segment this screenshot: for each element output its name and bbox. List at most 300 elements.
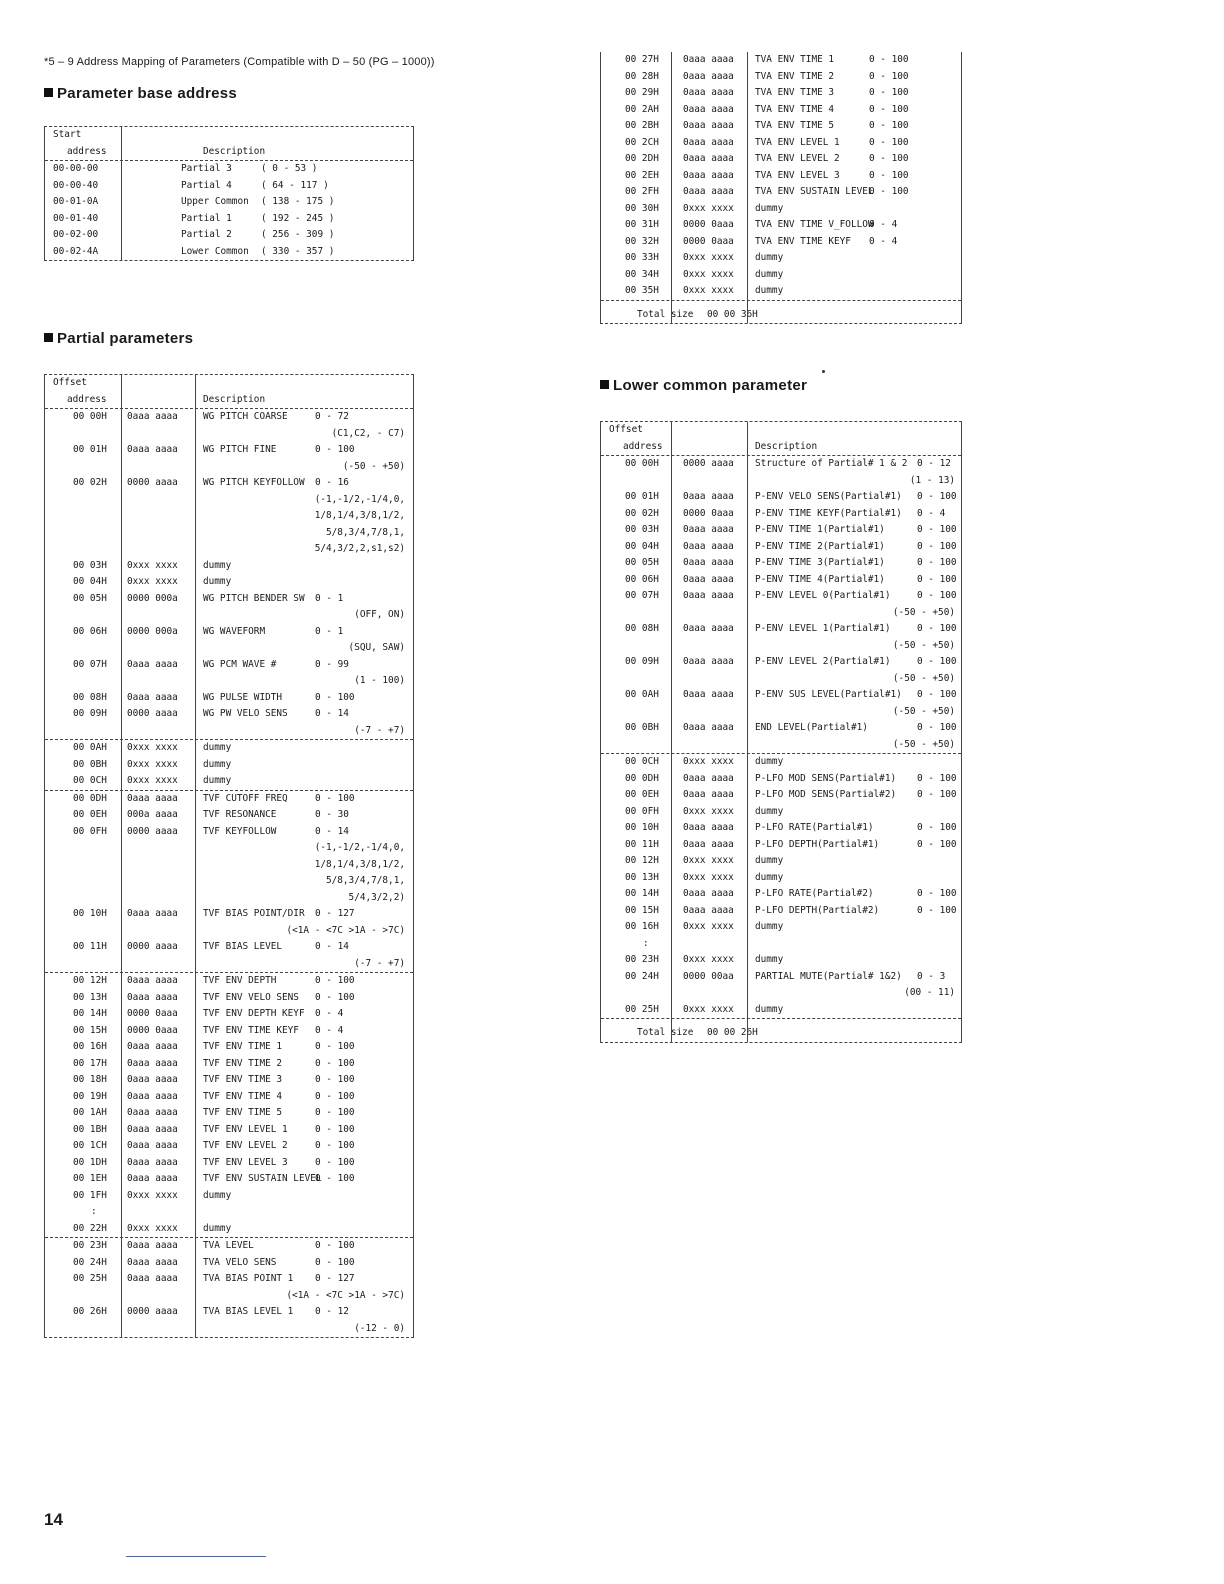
- bits-cell: 0aaa aaaa: [127, 411, 178, 422]
- description-cell: TVA ENV TIME 2: [755, 70, 835, 82]
- table-row: [45, 1056, 413, 1073]
- table-row: [601, 217, 961, 234]
- bits-cell: 0aaa aaaa: [127, 1256, 178, 1268]
- description-cell: TVF RESONANCE: [203, 809, 277, 820]
- stray-dot: [822, 370, 825, 373]
- offset-cell: 00 10H: [73, 908, 107, 919]
- offset-cell: 00 0CH: [625, 756, 659, 767]
- table-row: [45, 459, 413, 476]
- range-cell: 0 - 100: [917, 590, 957, 601]
- column-divider: [747, 52, 748, 323]
- bits-cell: 0xxx xxxx: [127, 1189, 178, 1201]
- offset-cell: 00 1FH: [73, 1189, 107, 1201]
- header-description-label: Description: [755, 440, 818, 452]
- bits-cell: 0000 00aa: [683, 970, 734, 982]
- table-row: [601, 572, 961, 589]
- table-row: [601, 985, 961, 1002]
- range-cell: 0 - 3: [917, 970, 946, 982]
- range-cell: 0 - 100: [917, 491, 957, 502]
- offset-cell: 00 27H: [625, 54, 659, 65]
- offset-cell: 00 06H: [73, 625, 107, 637]
- base-address-table: [44, 126, 414, 261]
- offset-cell: 00 23H: [73, 1240, 107, 1251]
- table-row: [601, 671, 961, 688]
- column-divider: [121, 127, 122, 260]
- description-cell: TVA ENV SUSTAIN LEVEL: [755, 186, 874, 197]
- bits-cell: 0aaa aaaa: [127, 444, 178, 455]
- offset-cell: 00 24H: [625, 970, 659, 982]
- range-cell: (-50 - +50): [892, 705, 955, 717]
- table-row: [601, 151, 961, 168]
- offset-cell: 00 22H: [73, 1222, 107, 1234]
- description-cell: P-LFO MOD SENS(Partial#1): [755, 772, 897, 784]
- range-cell: 0 - 100: [315, 1173, 355, 1184]
- description-cell: Partial 1: [181, 212, 232, 224]
- partial-section-title: [44, 330, 193, 347]
- bits-cell: 0000 aaaa: [127, 477, 178, 488]
- range-cell: 0 - 127: [315, 1273, 355, 1284]
- table-row: [45, 890, 413, 907]
- table-row: [45, 1288, 413, 1305]
- description-cell: Partial 4: [181, 179, 232, 191]
- range-cell: 0 - 30: [315, 809, 349, 820]
- offset-cell: 00 07H: [625, 590, 659, 601]
- description-cell: TVF KEYFOLLOW: [203, 825, 277, 837]
- table-row: [601, 69, 961, 86]
- offset-cell: 00 02H: [625, 507, 659, 519]
- offset-cell: 00 30H: [625, 202, 659, 214]
- range-cell: 0 - 4: [315, 1024, 344, 1036]
- description-cell: END LEVEL(Partial#1): [755, 722, 868, 733]
- table-row: [45, 161, 413, 178]
- table-row: [45, 1304, 413, 1321]
- description-cell: P-LFO DEPTH(Partial#2): [755, 904, 880, 916]
- offset-cell: 00 19H: [73, 1090, 107, 1102]
- offset-cell: 00 24H: [73, 1256, 107, 1268]
- range-cell: 0 - 100: [315, 1256, 355, 1268]
- description-cell: WG PCM WAVE #: [203, 658, 277, 670]
- table-row: [45, 723, 413, 740]
- range-cell: 0 - 1: [315, 625, 344, 637]
- table-row: [601, 870, 961, 887]
- table-row: [45, 211, 413, 228]
- bits-cell: 0aaa aaaa: [683, 540, 734, 552]
- table-row: [45, 1138, 413, 1155]
- header-address-label: address: [67, 393, 107, 405]
- description-cell: TVF BIAS LEVEL: [203, 941, 283, 952]
- partial-title-text: Partial parameters: [57, 330, 194, 347]
- total-size-label: Total size: [637, 1027, 694, 1038]
- offset-cell: 00 08H: [625, 623, 659, 634]
- ellipsis-cell: :: [91, 1206, 97, 1217]
- table-row: [45, 1321, 413, 1338]
- bits-cell: 0aaa aaaa: [127, 691, 178, 703]
- table-row: [601, 754, 961, 771]
- range-cell: 0 - 100: [869, 136, 909, 148]
- table-row: [601, 506, 961, 523]
- offset-cell: 00 06H: [625, 573, 659, 585]
- description-cell: dummy: [755, 268, 784, 280]
- bits-cell: 0aaa aaaa: [127, 1074, 178, 1085]
- offset-cell: 00 17H: [73, 1057, 107, 1069]
- range-cell: ( 0 - 53 ): [261, 163, 318, 174]
- offset-cell: 00 0AH: [73, 742, 107, 753]
- description-cell: TVA LEVEL: [203, 1240, 254, 1251]
- bits-cell: 0aaa aaaa: [683, 590, 734, 601]
- range-cell: 5/4,3/2,2): [348, 891, 405, 903]
- bits-cell: 0000 aaaa: [683, 458, 734, 469]
- range-cell: 0 - 100: [315, 1041, 355, 1052]
- bits-cell: 0aaa aaaa: [127, 991, 178, 1003]
- bits-cell: 0aaa aaaa: [127, 975, 178, 986]
- range-cell: 0 - 100: [315, 691, 355, 703]
- range-cell: 0 - 100: [869, 70, 909, 82]
- range-cell: 0 - 100: [315, 1090, 355, 1102]
- description-cell: TVF ENV DEPTH KEYF: [203, 1008, 305, 1019]
- address-cell: 00-01-0A: [53, 196, 99, 207]
- offset-cell: 00 28H: [625, 70, 659, 82]
- offset-cell: 00 16H: [73, 1041, 107, 1052]
- range-cell: 0 - 100: [869, 153, 909, 164]
- bits-cell: 0aaa aaaa: [683, 722, 734, 733]
- range-cell: 5/8,3/4,7/8,1,: [325, 526, 405, 538]
- description-cell: TVF ENV LEVEL 2: [203, 1140, 288, 1151]
- table-row: [45, 1089, 413, 1106]
- table-row: [601, 853, 961, 870]
- table-row: [45, 574, 413, 591]
- header-note: *5 – 9 Address Mapping of Parameters (Compatible with D – 50 (PG – 1000)): [44, 56, 435, 68]
- offset-cell: 00 00H: [73, 411, 107, 422]
- description-cell: TVF ENV TIME KEYF: [203, 1024, 299, 1036]
- bits-cell: 0aaa aaaa: [127, 1057, 178, 1069]
- header-address-label: address: [67, 145, 107, 157]
- description-cell: dummy: [755, 285, 784, 296]
- description-cell: P-ENV LEVEL 0(Partial#1): [755, 590, 891, 601]
- bits-cell: 0xxx xxxx: [683, 285, 734, 296]
- table-row: [601, 952, 961, 969]
- offset-cell: 00 00H: [625, 458, 659, 469]
- bits-cell: 0aaa aaaa: [683, 888, 734, 899]
- offset-cell: 00 29H: [625, 87, 659, 98]
- table-row: [45, 194, 413, 211]
- bits-cell: 0aaa aaaa: [683, 656, 734, 667]
- bits-cell: 0000 0aaa: [683, 235, 734, 247]
- table-row: [601, 250, 961, 267]
- bits-cell: 0xxx xxxx: [683, 871, 734, 883]
- description-cell: P-LFO RATE(Partial#2): [755, 888, 874, 899]
- table-row: [601, 118, 961, 135]
- table-header-row: [601, 439, 961, 456]
- bits-cell: 0xxx xxxx: [683, 268, 734, 280]
- range-cell: 0 - 100: [917, 822, 957, 833]
- offset-cell: 00 0BH: [625, 722, 659, 733]
- offset-cell: 00 03H: [73, 559, 107, 571]
- table-row: [601, 969, 961, 986]
- bits-cell: 0000 aaaa: [127, 825, 178, 837]
- header-offset-label: Offset: [53, 377, 87, 388]
- table-row: [601, 234, 961, 251]
- description-cell: TVF ENV TIME 5: [203, 1107, 283, 1118]
- range-cell: 0 - 100: [869, 120, 909, 131]
- bits-cell: 0aaa aaaa: [683, 54, 734, 65]
- offset-cell: 00 15H: [625, 904, 659, 916]
- bits-cell: 0aaa aaaa: [683, 623, 734, 634]
- bits-cell: 0000 0aaa: [127, 1008, 178, 1019]
- range-cell: 0 - 100: [315, 444, 355, 455]
- offset-cell: 00 23H: [625, 954, 659, 965]
- table-row: [601, 903, 961, 920]
- offset-cell: 00 04H: [625, 540, 659, 552]
- range-cell: 0 - 14: [315, 825, 349, 837]
- bits-cell: 0xxx xxxx: [127, 742, 178, 753]
- bits-cell: 0000 aaaa: [127, 941, 178, 952]
- range-cell: 0 - 100: [869, 87, 909, 98]
- table-row: [45, 1255, 413, 1272]
- description-cell: WG PITCH BENDER SW: [203, 592, 305, 604]
- table-row: [45, 591, 413, 608]
- table-row: [45, 426, 413, 443]
- total-size-row: [601, 1025, 961, 1042]
- column-divider: [121, 375, 122, 1337]
- bits-cell: 0aaa aaaa: [683, 822, 734, 833]
- description-cell: dummy: [203, 742, 232, 753]
- range-cell: 0 - 100: [917, 722, 957, 733]
- description-cell: TVF ENV TIME 2: [203, 1057, 283, 1069]
- offset-cell: 00 25H: [73, 1273, 107, 1284]
- description-cell: PARTIAL MUTE(Partial# 1&2): [755, 970, 902, 982]
- description-cell: TVA ENV TIME 5: [755, 120, 835, 131]
- range-cell: 0 - 100: [917, 540, 957, 552]
- table-row: [45, 1039, 413, 1056]
- description-cell: TVA ENV TIME 1: [755, 54, 835, 65]
- table-row: [45, 824, 413, 841]
- description-cell: P-ENV TIME KEYF(Partial#1): [755, 507, 902, 519]
- bits-cell: 0aaa aaaa: [127, 1090, 178, 1102]
- table-row: [45, 178, 413, 195]
- description-cell: TVF BIAS POINT/DIR: [203, 908, 305, 919]
- table-row: [601, 85, 961, 102]
- table-row: [601, 135, 961, 152]
- table-row: [601, 539, 961, 556]
- bits-cell: 0xxx xxxx: [683, 805, 734, 817]
- table-row: [601, 837, 961, 854]
- bits-cell: 0xxx xxxx: [683, 202, 734, 214]
- range-cell: 0 - 100: [869, 186, 909, 197]
- range-cell: (-7 - +7): [354, 957, 405, 969]
- bits-cell: 0xxx xxxx: [683, 252, 734, 263]
- offset-cell: 00 0AH: [625, 689, 659, 700]
- table-row: [45, 1072, 413, 1089]
- range-cell: 0 - 4: [869, 235, 898, 247]
- description-cell: WG PITCH FINE: [203, 444, 277, 455]
- table-header-row: [45, 127, 413, 144]
- description-cell: dummy: [755, 756, 784, 767]
- range-cell: 0 - 100: [917, 904, 957, 916]
- table-row: [45, 791, 413, 808]
- table-row: [45, 525, 413, 542]
- bits-cell: 0aaa aaaa: [683, 153, 734, 164]
- description-cell: dummy: [203, 1222, 232, 1234]
- description-cell: dummy: [755, 871, 784, 883]
- offset-cell: 00 12H: [625, 855, 659, 866]
- offset-cell: 00 12H: [73, 975, 107, 986]
- total-size-value: 00 00 26H: [707, 1027, 758, 1038]
- table-header-row: [45, 375, 413, 392]
- address-cell: 00-02-4A: [53, 245, 99, 257]
- ellipsis-cell: :: [643, 937, 649, 949]
- table-row: [45, 244, 413, 261]
- table-row: [601, 886, 961, 903]
- table-row: [45, 706, 413, 723]
- range-cell: ( 192 - 245 ): [261, 212, 335, 224]
- table-row: [45, 409, 413, 426]
- bits-cell: 0aaa aaaa: [683, 557, 734, 568]
- range-cell: 0 - 100: [917, 524, 957, 535]
- table-header-row: [45, 144, 413, 161]
- offset-cell: 00 0DH: [73, 792, 107, 804]
- range-cell: 0 - 100: [315, 792, 355, 804]
- table-row: [45, 1188, 413, 1205]
- table-row: [45, 956, 413, 973]
- bits-cell: 0aaa aaaa: [683, 87, 734, 98]
- description-cell: WG PITCH COARSE: [203, 411, 288, 422]
- offset-cell: 00 2FH: [625, 186, 659, 197]
- range-cell: (-50 - +50): [892, 672, 955, 684]
- bits-cell: 0aaa aaaa: [683, 789, 734, 800]
- range-cell: 0 - 100: [917, 656, 957, 667]
- offset-cell: 00 11H: [625, 838, 659, 850]
- range-cell: 0 - 100: [315, 1156, 355, 1168]
- offset-cell: 00 15H: [73, 1024, 107, 1036]
- table-row: [601, 771, 961, 788]
- table-row: [45, 541, 413, 558]
- description-cell: P-ENV VELO SENS(Partial#1): [755, 491, 902, 502]
- table-row: [45, 558, 413, 575]
- offset-cell: 00 09H: [73, 708, 107, 719]
- description-cell: Structure of Partial# 1 & 2: [755, 458, 908, 469]
- range-cell: 0 - 12: [917, 458, 951, 469]
- bits-cell: 000a aaaa: [127, 809, 178, 820]
- description-cell: dummy: [755, 855, 784, 866]
- description-cell: TVA ENV TIME V_FOLLOW: [755, 219, 874, 230]
- page-number: 14: [44, 1510, 63, 1529]
- table-row: [601, 1002, 961, 1019]
- description-cell: dummy: [203, 559, 232, 571]
- description-cell: TVF ENV LEVEL 1: [203, 1123, 288, 1135]
- offset-cell: 00 0EH: [73, 809, 107, 820]
- offset-cell: 00 09H: [625, 656, 659, 667]
- bits-cell: 0000 aaaa: [127, 708, 178, 719]
- offset-cell: 00 0CH: [73, 775, 107, 786]
- offset-cell: 00 04H: [73, 576, 107, 587]
- table-row: [45, 840, 413, 857]
- description-cell: TVA VELO SENS: [203, 1256, 277, 1268]
- description-cell: P-ENV TIME 1(Partial#1): [755, 524, 885, 535]
- offset-cell: 00 08H: [73, 691, 107, 703]
- description-cell: P-LFO RATE(Partial#1): [755, 822, 874, 833]
- range-cell: 0 - 100: [869, 169, 909, 181]
- offset-cell: 00 14H: [625, 888, 659, 899]
- column-divider: [195, 375, 196, 1337]
- description-cell: dummy: [203, 758, 232, 770]
- range-cell: (-1,-1/2,-1/4,0,: [314, 842, 405, 853]
- table-row: [601, 168, 961, 185]
- range-cell: (-50 - +50): [342, 460, 405, 472]
- footer-link-line: [126, 1556, 266, 1557]
- range-cell: 0 - 100: [315, 1074, 355, 1085]
- offset-cell: 00 2BH: [625, 120, 659, 131]
- range-cell: 1/8,1/4,3/8,1/2,: [314, 858, 405, 870]
- lower-common-table: [600, 421, 962, 1043]
- description-cell: TVF CUTOFF FREQ: [203, 792, 288, 804]
- offset-cell: 00 1DH: [73, 1156, 107, 1168]
- bits-cell: 0xxx xxxx: [683, 921, 734, 932]
- description-cell: WG PULSE WIDTH: [203, 691, 283, 703]
- description-cell: dummy: [755, 954, 784, 965]
- description-cell: P-ENV TIME 4(Partial#1): [755, 573, 885, 585]
- offset-cell: 00 0DH: [625, 772, 659, 784]
- offset-cell: 00 13H: [73, 991, 107, 1003]
- table-row: [45, 624, 413, 641]
- range-cell: (C1,C2, - C7): [331, 427, 405, 439]
- table-row: [45, 492, 413, 509]
- table-row: [601, 720, 961, 737]
- range-cell: 0 - 100: [917, 789, 957, 800]
- description-cell: TVA ENV LEVEL 2: [755, 153, 840, 164]
- table-row: [601, 267, 961, 284]
- table-row: [45, 1105, 413, 1122]
- description-cell: Lower Common: [181, 245, 249, 257]
- table-row: [45, 857, 413, 874]
- table-row: [45, 1155, 413, 1172]
- table-row: [45, 740, 413, 757]
- base-title-text: Parameter base address: [57, 85, 238, 102]
- bits-cell: 0aaa aaaa: [127, 792, 178, 804]
- offset-cell: 00 1CH: [73, 1140, 107, 1151]
- table-row: [601, 52, 961, 69]
- bits-cell: 0aaa aaaa: [683, 904, 734, 916]
- bits-cell: 0xxx xxxx: [127, 576, 178, 587]
- total-size-value: 00 00 36H: [707, 308, 758, 320]
- description-cell: dummy: [203, 1189, 232, 1201]
- table-row: [601, 473, 961, 490]
- offset-cell: 00 1EH: [73, 1173, 107, 1184]
- bits-cell: 0aaa aaaa: [683, 689, 734, 700]
- table-row: [45, 1238, 413, 1255]
- bits-cell: 0aaa aaaa: [683, 70, 734, 82]
- description-cell: dummy: [203, 576, 232, 587]
- range-cell: 0 - 100: [869, 103, 909, 115]
- description-cell: TVA ENV TIME KEYF: [755, 235, 851, 247]
- bits-cell: 0000 000a: [127, 625, 178, 637]
- table-row: [601, 283, 961, 300]
- range-cell: (-1,-1/2,-1/4,0,: [314, 493, 405, 505]
- partial-params-table: [44, 374, 414, 1338]
- table-row: [45, 973, 413, 990]
- range-cell: 0 - 4: [315, 1008, 344, 1019]
- table-row: [601, 687, 961, 704]
- bits-cell: 0aaa aaaa: [127, 1140, 178, 1151]
- table-row: [45, 690, 413, 707]
- base-section-title: [44, 85, 237, 102]
- table-row: [601, 201, 961, 218]
- description-cell: dummy: [755, 202, 784, 214]
- table-row: [45, 1271, 413, 1288]
- offset-cell: 00 2DH: [625, 153, 659, 164]
- table-row: [601, 489, 961, 506]
- table-row: [601, 456, 961, 473]
- offset-cell: 00 33H: [625, 252, 659, 263]
